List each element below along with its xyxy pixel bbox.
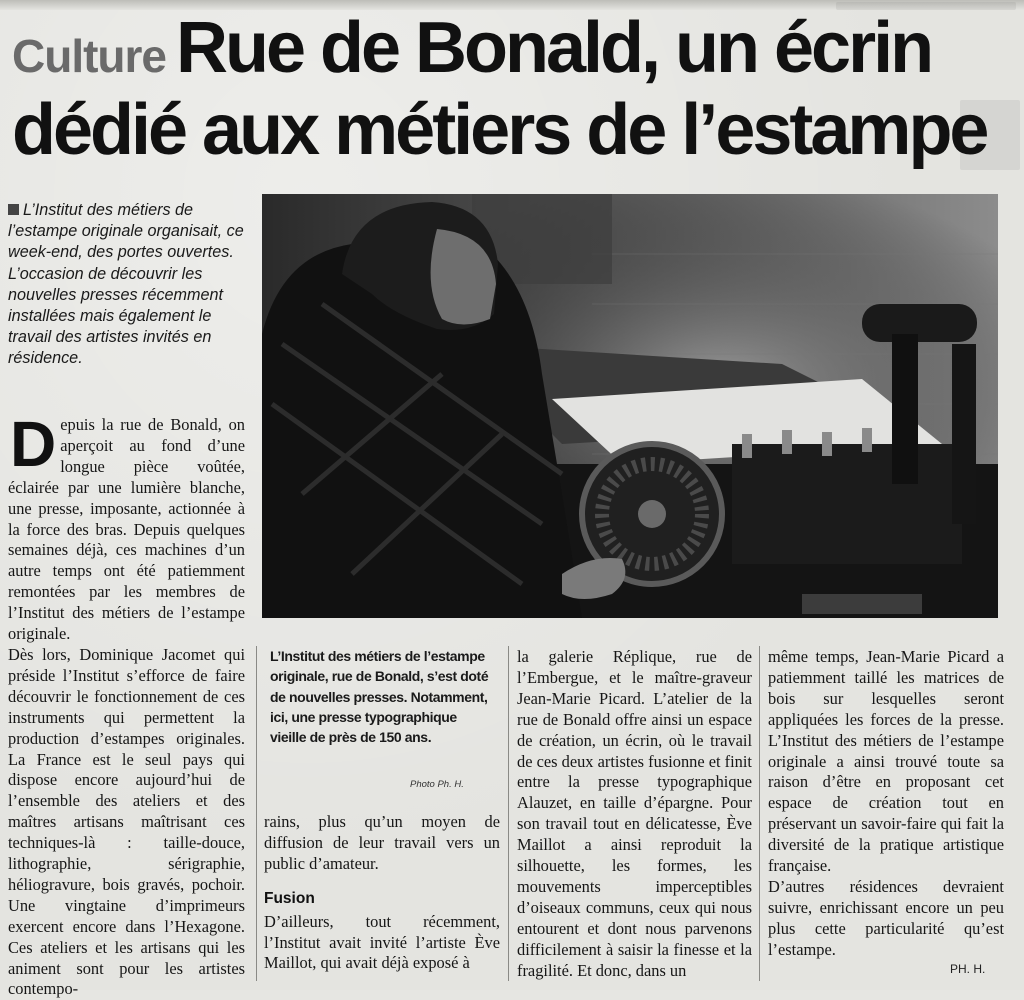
- paragraph: D’autres résidences devraient suivre, enrichissant encore un peu plus cette particularité qu’est l’estampe.: [768, 876, 1004, 959]
- printing-press-illustration: [262, 194, 998, 618]
- article-column-3: [517, 647, 752, 982]
- headline-line-1: Rue de Bonald, un écrin: [176, 8, 932, 88]
- drop-cap: D: [10, 408, 57, 480]
- column-rule: [759, 646, 760, 981]
- paragraph: Dès lors, Dominique Jacomet qui préside l’Institut s’efforce de faire découvrir le fonctionnement de ces instruments qui permettent la production d’estampes originales. La France est le seul pays qui dispose encore aujourd’hui de l’ensemble des ateliers et des maîtres artisans maîtrisant ces techniques-là : taille-douce, lithographie, sérigraphie, héliogravure, bois gravés, pochoir. Une vingtaine d’imprimeurs exercent encore dans l’Hexagone. Ces ateliers et les artisans qui les animent sont pour les artistes contempo-: [8, 644, 245, 999]
- lead-paragraph: [8, 200, 258, 370]
- paragraph: epuis la rue de Bonald, on aperçoit au fond d’une longue pièce voûtée, éclairée par une lumière blanche, une presse, imposante, actionnée à la force des bras. Depuis quelques semaines déjà, ces machines d’un autre temps ont été patiemment remontées par les membres de l’Institut des métiers de l’estampe originale.: [8, 415, 245, 644]
- lead-text: L’Institut des métiers de l’estampe originale organisait, ce week-end, des portes ouvertes. L’occasion de découvrir les nouvelles presses récemment installées mais également le travail des artistes invités en résidence.: [8, 201, 244, 368]
- square-bullet-icon: [8, 204, 19, 215]
- article-column-4: [768, 647, 1004, 961]
- headline: [12, 10, 1012, 168]
- photo-caption: L’Institut des métiers de l’estampe originale, rue de Bonald, s’est doté de nouvelles presses. Notamment, ici, une presse typographique vieille de près de 150 ans.: [270, 648, 489, 746]
- intertitle: Fusion: [264, 889, 315, 907]
- column-rule: [508, 646, 509, 981]
- section-kicker: Culture: [12, 30, 166, 82]
- paragraph: la galerie Réplique, rue de l’Embergue, et le maître-graveur Jean-Marie Picard. L’atelier de la rue de Bonald offre ainsi un espace de création, un écrin, où le travail de ces deux artistes fusionne et finit entre la presse typographique Alauzet, en taille d’épargne. Pour son travail tout en délicatesse, Ève Maillot a ainsi reproduit la silhouette, les formes, les mouvements imperceptibles d’oiseaux communs, ceux qui nous entourent et dont nous parvenons difficilement à saisir la finesse et la fragilité. Et donc, dans un: [517, 647, 752, 980]
- article-column-1: [8, 408, 245, 1000]
- photo-credit: Photo Ph. H.: [410, 779, 464, 790]
- column-rule: [256, 646, 257, 981]
- press-photo: [262, 194, 998, 618]
- headline-line-2: dédié aux métiers de l’estampe: [12, 90, 987, 170]
- paragraph: rains, plus qu’un moyen de diffusion de leur travail vers un public d’amateur.: [264, 812, 500, 873]
- paragraph: même temps, Jean-Marie Picard a patiemment taillé les matrices de bois sur lesquelles seront appliquées les forces de la presse. L’Institut des métiers de l’estampe originale a ainsi trouvé toute sa raison d’être en proposant cet espace de création tout en préservant un savoir-faire qui fait la diversité de la pratique artistique française.: [768, 647, 1004, 876]
- author-signature: PH. H.: [950, 962, 986, 976]
- paragraph: D’ailleurs, tout récemment, l’Institut avait invité l’artiste Ève Maillot, qui avait déjà exposé à: [264, 911, 500, 973]
- article-column-2: [264, 812, 500, 974]
